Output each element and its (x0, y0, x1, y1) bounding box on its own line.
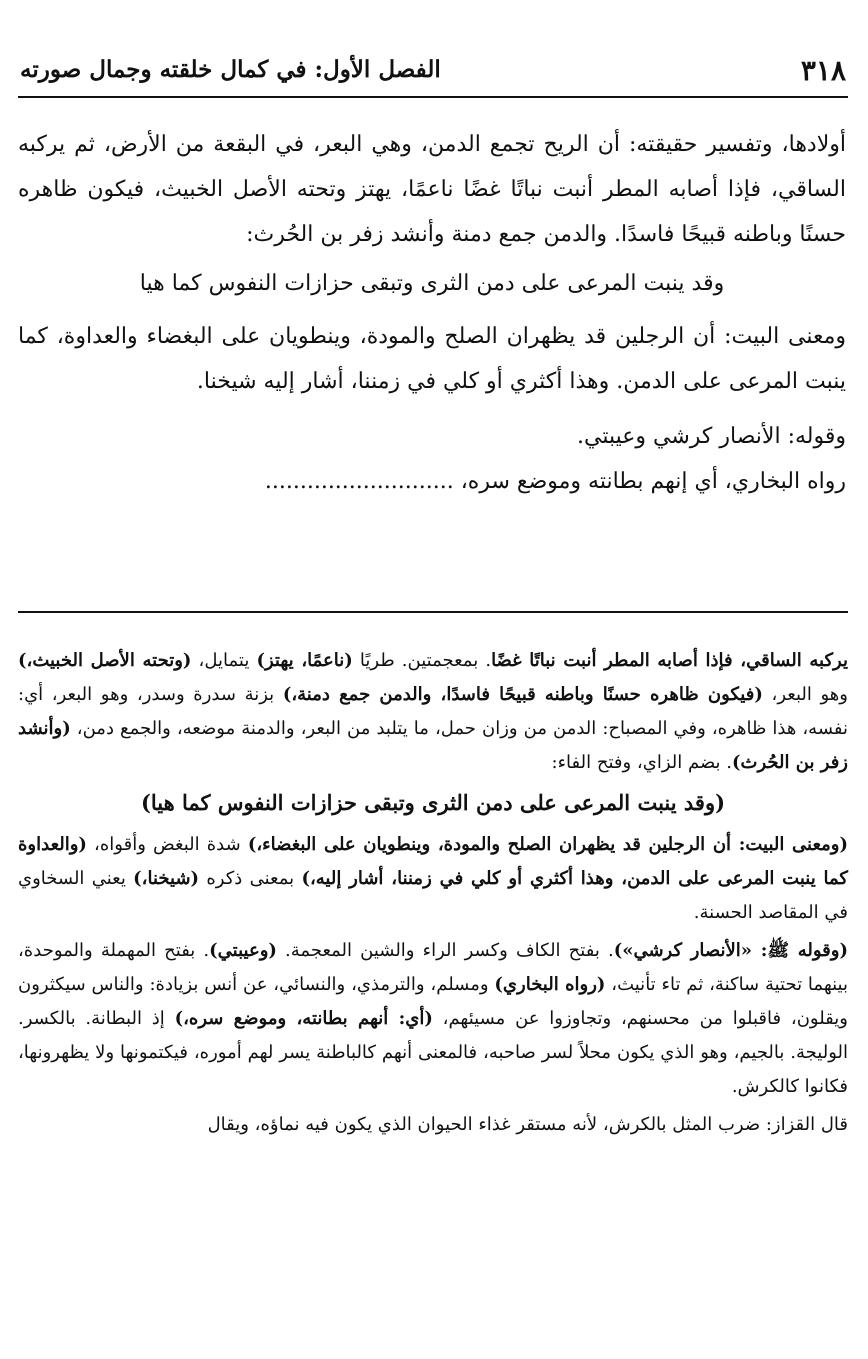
sharh-quote: (ومعنى البيت: أن الرجلين قد يظهران الصلح والمودة، وينطويان على البغضاء،) (247, 834, 848, 855)
sharh-gloss: ومسلم، والترمذي، والنسائي، عن أنس بزيادة: والناس سيكثرون ويقلون، فاقبلوا من محسنهم، وتجاوزوا عن مسيئهم، (18, 974, 848, 1029)
sharh-gloss: يعني السخاوي في المقاصد الحسنة. (18, 868, 848, 923)
matn-paragraph-2: ومعنى البيت: أن الرجلين قد يظهران الصلح والمودة، وينطويان على البغضاء والعداوة، كما ينبت المرعى على الدمن. وهذا أكثري أو كلي في زمننا، أشار إليه شيخنا. (18, 324, 846, 394)
sharh-paragraph-2 (18, 828, 848, 930)
sharh-gloss: وهو البعر، (762, 684, 848, 705)
matn-paragraph-4-text: رواه البخاري، أي إنهم بطانته وموضع سره، (453, 469, 846, 494)
sharh-quote: (وتحته الأصل الخبيث،) (18, 650, 192, 671)
sharh-paragraph-1 (18, 644, 848, 780)
sharh-quote: (والعداوة كما ينبت المرعى على الدمن، وهذا أكثري أو كلي في زمننا، أشار إليه،) (18, 834, 849, 889)
continuation-dots: ........................... (264, 469, 454, 494)
sharh-quote: (رواه البخاري) (494, 974, 606, 995)
sharh-quote: (ناعمًا، يهتز) (256, 650, 353, 671)
sharh-verse: (وقد ينبت المرعى على دمن الثرى وتبقى حزازات النفوس كما هيا) (140, 790, 726, 815)
page-number: ٣١٨ (800, 54, 846, 87)
sharh-gloss: إذ البطانة. بالكسر. الوليجة. بالجيم، وهو الذي يكون محلاً لسر صاحبه، فالمعنى أنهم كالباطنة يسر لهم أموره، فيكتمونها ولا يظهرونها، فكانوا كالكرش. (18, 1008, 848, 1097)
page-header (20, 52, 846, 92)
sharh-quote: (وأنشد زفر بن الحُرث) (18, 718, 848, 773)
matn-paragraph-4 (18, 459, 846, 504)
sharh-gloss: شدة البغض وأقواه، (86, 834, 248, 855)
sharh-gloss: . بفتح الكاف وكسر الراء والشين المعجمة. (276, 940, 614, 961)
sharh-quote: (أي: أنهم بطانته، وموضع سره،) (174, 1008, 433, 1029)
sharh-paragraph-3 (18, 934, 848, 1104)
main-text (18, 122, 846, 504)
sharh-quote: (شيخنا،) (133, 868, 200, 889)
sharh-gloss: . بضم الزاي، وفتح الفاء: (551, 752, 733, 773)
sharh-paragraph-4: قال القزاز: ضرب المثل بالكرش، لأنه مستقر غذاء الحيوان الذي يكون فيه نماؤه، ويقال (207, 1114, 848, 1135)
running-head: الفصل الأول: في كمال خلقته وجمال صورته (20, 56, 441, 83)
sharh-gloss: بزنة سدرة وسدر، وهو البعر، أي: نفسه، هذا ظاهره، وفي المصباح: الدمن من وزان حمل، ما يتلبد من البعر، والدمنة موضعه، والجمع دمن، (18, 684, 848, 739)
sharh-gloss: . بفتح المهملة والموحدة، بينهما تحتية ساكنة، ثم تاء تأنيث، (18, 940, 848, 995)
sharh-quote: (فيكون ظاهره حسنًا وباطنه قبيحًا فاسدًا، والدمن جمع دمنة،) (282, 684, 763, 705)
commentary-rule (18, 611, 848, 613)
commentary-text (18, 644, 848, 1146)
sharh-quote: (وعيبتي) (209, 940, 277, 961)
sharh-gloss: . بمعجمتين. طريًا (352, 650, 492, 671)
sharh-gloss: يتمايل، (191, 650, 257, 671)
header-rule (18, 96, 848, 98)
sharh-gloss: بمعنى ذكره (199, 868, 302, 889)
sharh-quote: (وقوله ﷺ: «الأنصار كرشي») (613, 940, 848, 961)
matn-verse: وقد ينبت المرعى على دمن الثرى وتبقى حزازات النفوس كما هيا (139, 271, 725, 296)
sharh-quote: يركبه الساقي، فإذا أصابه المطر أنبت نباتًا غضًا (491, 650, 848, 671)
matn-paragraph-3: وقوله: الأنصار كرشي وعيبتي. (577, 424, 846, 449)
matn-paragraph-1: أولادها، وتفسير حقيقته: أن الريح تجمع الدمن، وهي البعر، في البقعة من الأرض، ثم يركبه الساقي، فإذا أصابه المطر أنبت نباتًا غضًا ناعمًا، يهتز وتحته الأصل الخبيث، فيكون ظاهره حسنًا وباطنه قبيحًا فاسدًا. والدمن جمع دمنة وأنشد زفر بن الحُرث: (18, 132, 846, 247)
